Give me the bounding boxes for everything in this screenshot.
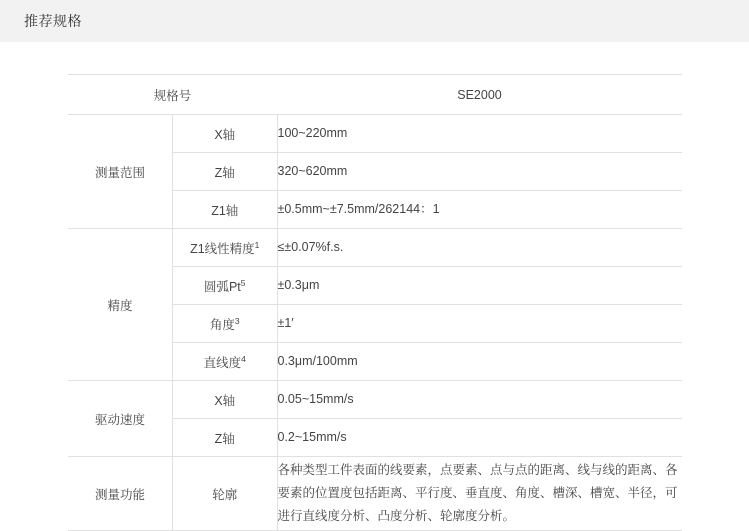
item-label [173,267,278,305]
item-value: 100~220mm [277,115,682,153]
item-label-text: 角度 [209,317,235,332]
header-cell-value: SE2000 [277,75,682,115]
item-label [173,343,278,381]
item-label-text: 直线度 [203,355,242,370]
group-label-measuring-function: 测量功能 [68,457,173,531]
table-row [68,115,682,153]
item-value: 0.3μm/100mm [277,343,682,381]
item-label: X轴 [173,115,278,153]
item-label-superscript: 1 [254,239,260,250]
specification-table [68,74,682,531]
item-label-superscript: 4 [241,353,246,364]
item-value: ±0.3μm [277,267,682,305]
group-label-accuracy: 精度 [68,229,173,381]
item-label-superscript: 5 [240,277,246,288]
item-value: 0.2~15mm/s [277,419,682,457]
item-label: X轴 [173,381,278,419]
table-row-header [68,75,682,115]
item-label-text: Z1线性精度 [190,241,255,256]
section-header [0,0,749,42]
item-value: ≤±0.07%f.s. [277,229,682,267]
item-value: 各种类型工件表面的线要素，点要素、点与点的距离、线与线的距离、各要素的位置度包括距离、平行度、垂直度、角度、槽深、槽宽、半径，可进行直线度分析、凸度分析、轮廓度分析。 [277,457,682,531]
item-label: Z轴 [173,153,278,191]
table-row [68,381,682,419]
page-title: 推荐规格 [24,13,82,29]
table-row [68,457,682,531]
item-value: 0.05~15mm/s [277,381,682,419]
item-label-text: 圆弧Pt [203,279,241,294]
item-label-superscript: 3 [234,315,240,326]
item-label: Z1轴 [173,191,278,229]
item-label: 轮廓 [173,457,278,531]
item-value: ±1′ [277,305,682,343]
group-label-drive-speed: 驱动速度 [68,381,173,457]
header-cell-label: 规格号 [68,75,277,115]
item-value: 320~620mm [277,153,682,191]
item-label: Z轴 [173,419,278,457]
item-value: ±0.5mm~±7.5mm/262144：1 [277,191,682,229]
table-row [68,229,682,267]
item-label [173,305,278,343]
group-label-measuring-range: 测量范围 [68,115,173,229]
item-label [173,229,278,267]
spec-table-wrapper [68,74,682,531]
